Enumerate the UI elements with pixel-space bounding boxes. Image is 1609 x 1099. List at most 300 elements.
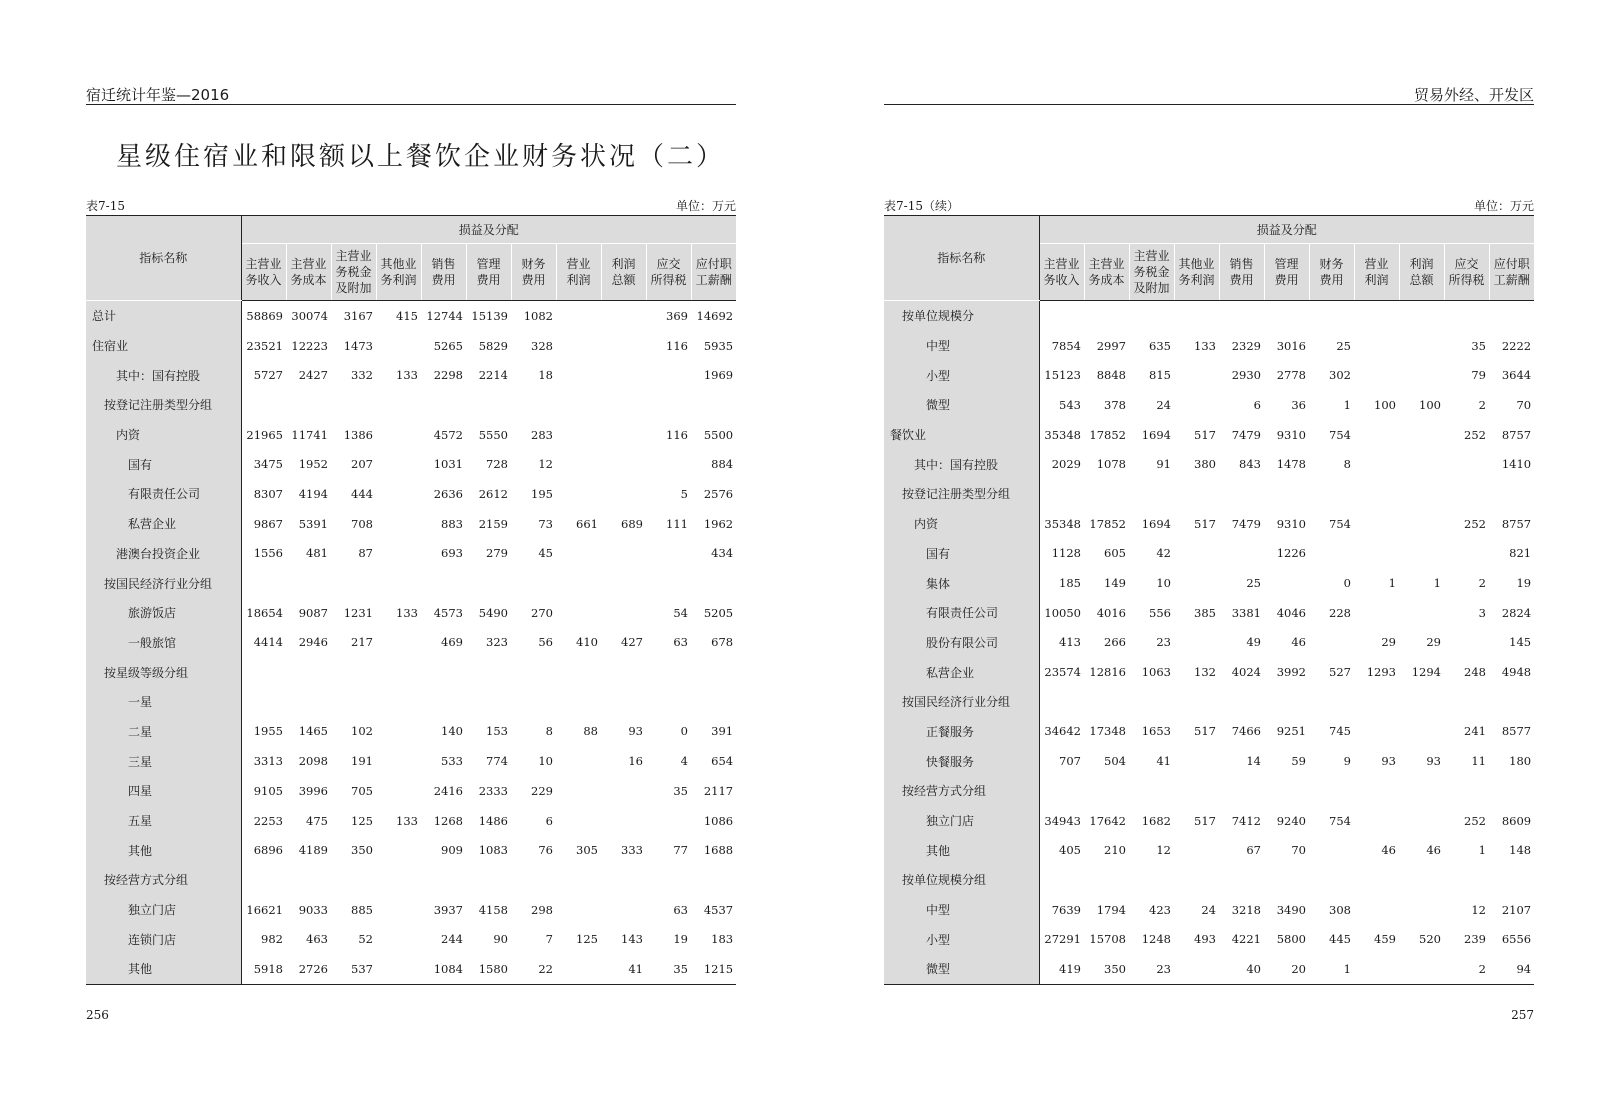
table-cell — [1039, 687, 1084, 717]
table-cell — [1129, 479, 1174, 509]
table-cell: 90 — [493, 932, 508, 947]
table-cell: 56 — [538, 635, 553, 650]
table-cell: 10050 — [1044, 605, 1081, 620]
table-cell: 125 — [576, 932, 598, 947]
column-header-line: 主营业 — [290, 257, 327, 271]
table-row — [86, 746, 736, 776]
column-header-line: 主营业 — [1088, 257, 1125, 271]
table-cell — [1354, 806, 1399, 836]
table-cell: 728 — [486, 457, 508, 472]
table-cell: 1486 — [478, 813, 508, 828]
column-header — [1174, 244, 1219, 301]
table-cell: 19 — [1516, 576, 1532, 591]
row-label: 独立门店 — [86, 895, 241, 925]
table-cell — [601, 331, 646, 361]
table-cell: 556 — [1149, 605, 1171, 620]
page-number: 257 — [1511, 1008, 1534, 1022]
table-cell — [556, 390, 601, 420]
table-cell — [1219, 865, 1264, 895]
table-cell — [1399, 717, 1444, 747]
table-cell: 248 — [1464, 665, 1486, 680]
table-cell: 843 — [1239, 457, 1261, 472]
table-cell — [646, 539, 691, 569]
table-cell: 1 — [1388, 576, 1396, 591]
table-cell — [646, 360, 691, 390]
table-cell — [1219, 687, 1264, 717]
column-header-line: 其他业 — [380, 257, 417, 271]
row-label: 按登记注册类型分组 — [86, 390, 241, 420]
table-cell: 5829 — [478, 338, 508, 353]
table-cell: 116 — [666, 427, 688, 442]
column-header — [1084, 244, 1129, 301]
table-cell: 88 — [583, 724, 598, 739]
table-cell — [376, 331, 421, 361]
table-cell: 369 — [666, 308, 688, 323]
column-header-line: 利润 — [1409, 257, 1434, 271]
table-cell — [556, 776, 601, 806]
table-cell: 884 — [711, 457, 734, 472]
table-cell: 543 — [1059, 397, 1081, 412]
table-cell: 6556 — [1501, 932, 1532, 947]
row-label: 一星 — [86, 687, 241, 717]
table-cell — [376, 924, 421, 954]
table-row — [884, 449, 1534, 479]
table-cell — [421, 865, 466, 895]
column-header-line: 所得税 — [1448, 273, 1485, 287]
table-cell: 49 — [1246, 635, 1261, 650]
table-cell: 3937 — [433, 902, 463, 917]
table-cell — [1354, 509, 1399, 539]
column-header-line: 应付职 — [1493, 257, 1530, 271]
table-cell — [601, 390, 646, 420]
table-cell: 8757 — [1501, 427, 1532, 442]
table-cell: 93 — [1426, 754, 1441, 769]
table-cell: 2107 — [1501, 902, 1532, 917]
table-cell — [286, 865, 331, 895]
table-row — [86, 568, 736, 598]
table-cell: 12744 — [426, 308, 463, 323]
table-cell — [241, 687, 286, 717]
table-cell: 5 — [680, 486, 688, 501]
table-cell: 7466 — [1231, 724, 1261, 739]
table-cell: 423 — [1149, 902, 1171, 917]
table-row — [86, 539, 736, 569]
table-cell: 24 — [1201, 902, 1216, 917]
table-cell — [1399, 687, 1444, 717]
column-header — [376, 244, 421, 301]
table-cell — [1444, 539, 1489, 569]
table-cell — [286, 390, 331, 420]
table-cell: 3218 — [1231, 902, 1261, 917]
table-row — [86, 331, 736, 361]
table-cell: 328 — [531, 338, 553, 353]
table-cell — [376, 776, 421, 806]
table-cell — [556, 865, 601, 895]
table-cell: 475 — [306, 813, 328, 828]
table-cell — [286, 687, 331, 717]
table-cell: 4016 — [1096, 605, 1126, 620]
financial-table-right — [884, 215, 1534, 985]
table-row — [884, 331, 1534, 361]
table-cell: 885 — [351, 902, 373, 917]
table-cell: 6 — [545, 813, 553, 828]
table-row — [86, 390, 736, 420]
table-cell: 9310 — [1276, 516, 1306, 531]
table-cell: 12 — [1156, 843, 1171, 858]
table-cell: 883 — [441, 516, 463, 531]
table-cell: 283 — [531, 427, 553, 442]
table-cell — [1399, 865, 1444, 895]
table-cell — [331, 865, 376, 895]
column-header — [1129, 244, 1174, 301]
row-label: 按星级等级分组 — [86, 657, 241, 687]
table-cell: 4024 — [1231, 665, 1261, 680]
table-cell: 15708 — [1089, 932, 1126, 947]
table-cell: 7639 — [1051, 902, 1081, 917]
row-label: 内资 — [884, 509, 1039, 539]
table-cell — [1174, 954, 1219, 984]
row-label: 其他 — [86, 835, 241, 865]
table-cell: 4221 — [1231, 932, 1261, 947]
table-cell: 2576 — [703, 486, 734, 501]
table-cell: 2997 — [1096, 338, 1126, 353]
table-cell: 1962 — [703, 516, 734, 531]
column-header — [601, 244, 646, 301]
column-header — [1399, 244, 1444, 301]
table-cell: 93 — [628, 724, 643, 739]
table-cell — [1309, 479, 1354, 509]
table-cell — [241, 657, 286, 687]
table-cell — [1309, 628, 1354, 658]
page-number: 256 — [86, 1008, 109, 1022]
table-cell: 29 — [1426, 635, 1441, 650]
running-header-left — [86, 84, 736, 105]
table-cell: 79 — [1471, 368, 1486, 383]
table-cell: 2333 — [478, 783, 508, 798]
column-header-line: 费用 — [431, 273, 456, 287]
table-cell — [691, 687, 736, 717]
table-cell — [511, 568, 556, 598]
table-row — [86, 687, 736, 717]
table-cell: 17852 — [1089, 427, 1126, 442]
table-cell — [601, 865, 646, 895]
table-cell: 2636 — [433, 486, 463, 501]
table-cell: 708 — [351, 516, 373, 531]
table-cell — [556, 954, 601, 984]
left-page — [86, 0, 736, 1099]
table-cell — [421, 390, 466, 420]
row-label: 小型 — [884, 360, 1039, 390]
table-cell — [556, 568, 601, 598]
row-label: 港澳台投资企业 — [86, 539, 241, 569]
table-cell: 5500 — [703, 427, 734, 442]
table-cell — [646, 687, 691, 717]
table-meta-right — [884, 197, 1534, 213]
table-cell: 7479 — [1231, 516, 1261, 531]
column-header-line: 务利润 — [380, 273, 417, 287]
table-cell: 1478 — [1276, 457, 1306, 472]
table-cell: 229 — [531, 783, 553, 798]
column-header-line: 费用 — [1319, 273, 1344, 287]
table-cell: 350 — [351, 843, 373, 858]
table-cell: 180 — [1509, 754, 1532, 769]
table-cell: 63 — [673, 902, 688, 917]
table-cell — [646, 449, 691, 479]
table-cell: 2726 — [286, 954, 331, 984]
column-header-line: 主营业 — [1133, 249, 1170, 263]
table-cell: 140 — [441, 724, 463, 739]
table-cell: 1083 — [478, 843, 508, 858]
row-label: 微型 — [884, 390, 1039, 420]
table-cell: 9 — [1343, 754, 1351, 769]
table-cell — [1174, 301, 1219, 331]
table-cell — [511, 657, 556, 687]
row-label: 餐饮业 — [884, 420, 1039, 450]
column-header — [511, 244, 556, 301]
table-cell: 36 — [1291, 397, 1306, 412]
table-cell: 1955 — [253, 724, 283, 739]
table-cell: 100 — [1374, 397, 1396, 412]
table-cell — [1354, 331, 1399, 361]
table-cell: 132 — [1194, 665, 1216, 680]
table-cell — [556, 420, 601, 450]
table-cell — [601, 895, 646, 925]
table-cell — [1354, 539, 1399, 569]
table-cell — [1399, 479, 1444, 509]
table-row — [884, 687, 1534, 717]
table-cell — [1489, 776, 1534, 806]
table-cell — [376, 449, 421, 479]
table-cell: 59 — [1291, 754, 1306, 769]
table-cell — [556, 331, 601, 361]
column-header-line: 费用 — [1274, 273, 1299, 287]
table-cell: 1682 — [1141, 813, 1171, 828]
table-row — [86, 657, 736, 687]
row-label: 二星 — [86, 717, 241, 747]
table-cell: 1 — [1309, 954, 1354, 984]
table-cell — [1354, 895, 1399, 925]
table-cell: 821 — [1509, 546, 1532, 561]
table-cell — [601, 479, 646, 509]
table-cell: 444 — [351, 486, 373, 501]
table-cell: 4573 — [433, 605, 463, 620]
table-cell — [1174, 865, 1219, 895]
table-row — [884, 420, 1534, 450]
name-column-header: 指标名称 — [86, 216, 241, 301]
table-cell: 148 — [1509, 843, 1532, 858]
table-cell — [511, 687, 556, 717]
table-cell — [1264, 776, 1309, 806]
table-cell — [601, 568, 646, 598]
column-header — [646, 244, 691, 301]
table-cell: 517 — [1194, 516, 1216, 531]
table-cell: 93 — [1381, 754, 1396, 769]
table-cell: 1082 — [523, 308, 553, 323]
row-label: 其他 — [86, 954, 241, 984]
column-header-line: 费用 — [521, 273, 546, 287]
table-cell: 9251 — [1276, 724, 1306, 739]
table-cell: 520 — [1419, 932, 1441, 947]
row-label: 连锁门店 — [86, 924, 241, 954]
table-row — [884, 806, 1534, 836]
table-cell: 1063 — [1141, 665, 1171, 680]
table-cell — [1129, 865, 1174, 895]
row-label: 国有 — [884, 539, 1039, 569]
table-cell: 35348 — [1044, 427, 1081, 442]
column-header-line: 及附加 — [335, 281, 372, 295]
table-cell — [556, 746, 601, 776]
table-cell: 774 — [486, 754, 508, 769]
table-cell: 11 — [1471, 754, 1486, 769]
table-cell: 9033 — [298, 902, 328, 917]
table-cell: 34943 — [1044, 813, 1081, 828]
column-header-line: 销售 — [1229, 257, 1254, 271]
table-cell — [556, 301, 601, 331]
column-header-line: 务税金 — [1133, 265, 1170, 279]
table-cell — [241, 865, 286, 895]
table-cell: 35348 — [1044, 516, 1081, 531]
table-cell: 42 — [1156, 546, 1171, 561]
table-cell: 754 — [1329, 813, 1351, 828]
table-cell: 3381 — [1231, 605, 1261, 620]
table-cell: 67 — [1246, 843, 1261, 858]
table-cell: 5935 — [703, 338, 734, 353]
table-cell: 14692 — [696, 308, 734, 323]
column-header-line: 应交 — [656, 257, 681, 271]
table-cell: 427 — [621, 635, 643, 650]
column-header-line: 应交 — [1454, 257, 1479, 271]
table-row — [884, 657, 1534, 687]
table-cell: 1580 — [466, 954, 511, 984]
table-cell — [601, 360, 646, 390]
table-cell: 2 — [1478, 576, 1486, 591]
column-header — [241, 244, 286, 301]
column-header — [421, 244, 466, 301]
table-cell: 15123 — [1044, 368, 1081, 383]
table-cell — [1129, 687, 1174, 717]
table-cell: 469 — [441, 635, 463, 650]
column-header-line: 利润 — [566, 273, 591, 287]
row-label: 私营企业 — [86, 509, 241, 539]
table-cell — [1039, 776, 1084, 806]
table-cell: 378 — [1104, 397, 1126, 412]
table-cell: 17852 — [1089, 516, 1126, 531]
table-row — [86, 449, 736, 479]
table-cell: 1473 — [343, 338, 373, 353]
table-row — [884, 924, 1534, 954]
table-cell: 25 — [1246, 576, 1261, 591]
table-cell — [466, 657, 511, 687]
table-cell — [1219, 479, 1264, 509]
table-cell: 2778 — [1276, 368, 1306, 383]
table-cell: 12223 — [291, 338, 328, 353]
row-label: 有限责任公司 — [86, 479, 241, 509]
table-cell — [691, 390, 736, 420]
table-cell: 504 — [1104, 754, 1126, 769]
table-cell — [1129, 776, 1174, 806]
table-cell: 9867 — [253, 516, 283, 531]
table-cell: 41 — [601, 954, 646, 984]
table-row — [884, 835, 1534, 865]
table-cell — [691, 568, 736, 598]
yearbook-title: 宿迁统计年鉴—2016 — [86, 86, 230, 104]
table-cell: 533 — [441, 754, 463, 769]
table-cell: 678 — [711, 635, 734, 650]
table-cell — [1399, 539, 1444, 569]
table-cell: 23521 — [246, 338, 283, 353]
table-cell: 1 — [1478, 843, 1486, 858]
table-cell: 3644 — [1501, 368, 1532, 383]
table-cell: 70 — [1516, 397, 1532, 412]
column-header-line: 利润 — [1364, 273, 1389, 287]
table-cell: 4414 — [253, 635, 283, 650]
table-cell: 661 — [576, 516, 598, 531]
table-code: 表7-15（续） — [884, 199, 959, 213]
column-header — [1489, 244, 1534, 301]
table-cell: 2298 — [433, 368, 463, 383]
table-cell: 1078 — [1096, 457, 1126, 472]
table-cell: 1031 — [433, 457, 463, 472]
table-cell: 0 — [1343, 576, 1351, 591]
table-cell: 3313 — [253, 754, 283, 769]
table-cell — [646, 568, 691, 598]
table-cell — [1399, 806, 1444, 836]
table-row — [86, 776, 736, 806]
table-cell — [421, 568, 466, 598]
column-header-line: 销售 — [431, 257, 456, 271]
table-cell — [1084, 776, 1129, 806]
table-cell: 21965 — [246, 427, 283, 442]
column-header — [1264, 244, 1309, 301]
table-cell: 18654 — [246, 605, 283, 620]
table-cell: 25 — [1336, 338, 1351, 353]
table-cell: 35 — [673, 783, 688, 798]
table-cell: 385 — [1194, 605, 1216, 620]
table-cell: 266 — [1104, 635, 1126, 650]
table-cell: 2612 — [478, 486, 508, 501]
table-cell: 8307 — [253, 486, 283, 501]
table-cell — [1354, 865, 1399, 895]
table-row — [86, 895, 736, 925]
table-unit: 单位：万元 — [675, 199, 736, 213]
table-cell: 24 — [1156, 397, 1171, 412]
table-cell — [646, 865, 691, 895]
column-header-line: 务成本 — [290, 273, 327, 287]
table-cell — [376, 539, 421, 569]
table-cell — [1399, 598, 1444, 628]
table-cell: 1215 — [691, 954, 736, 984]
table-cell — [1399, 420, 1444, 450]
table-cell: 1293 — [1366, 665, 1396, 680]
table-cell: 689 — [621, 516, 643, 531]
row-label: 按单位规模分组 — [884, 865, 1039, 895]
table-cell: 185 — [1059, 576, 1081, 591]
table-cell: 5490 — [478, 605, 508, 620]
table-cell: 2427 — [298, 368, 328, 383]
table-row — [86, 628, 736, 658]
table-cell: 405 — [1059, 843, 1081, 858]
table-cell — [601, 806, 646, 836]
column-header-line: 务成本 — [1088, 273, 1125, 287]
table-cell: 982 — [261, 932, 283, 947]
table-cell: 1294 — [1411, 665, 1441, 680]
table-cell — [1354, 687, 1399, 717]
table-cell: 3016 — [1276, 338, 1306, 353]
row-label: 其中：国有控股 — [884, 449, 1039, 479]
table-code: 表7-15 — [86, 199, 125, 213]
row-label: 按经营方式分组 — [86, 865, 241, 895]
table-row — [86, 806, 736, 836]
